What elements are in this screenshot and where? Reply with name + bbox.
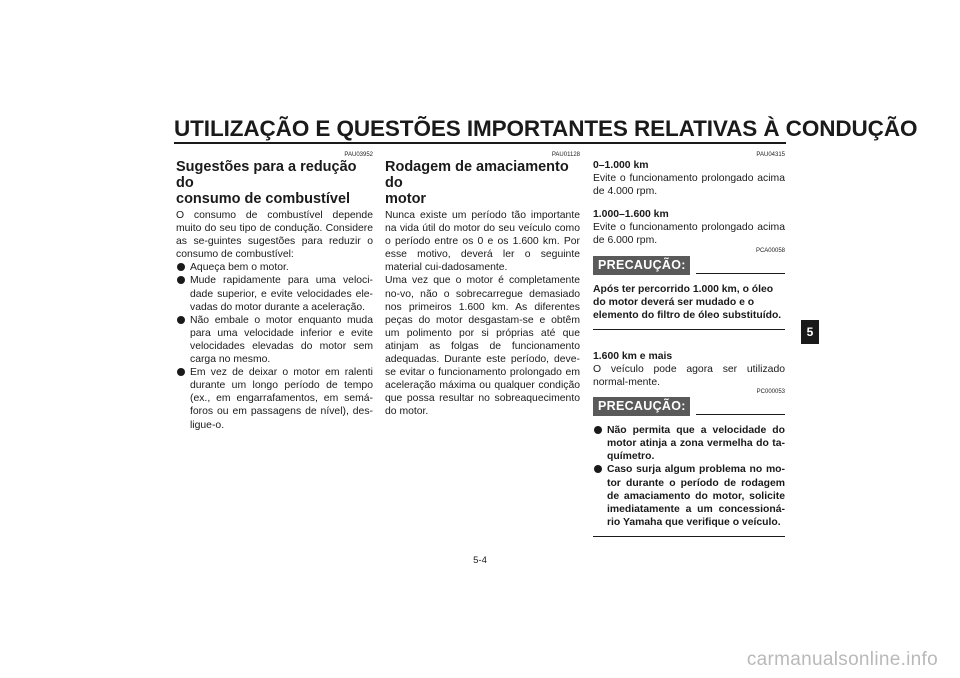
caution-list [593, 424, 785, 529]
range3-title: 1.600 km e mais [593, 350, 673, 362]
break-in-para1: Nunca existe um período tão importante na vida útil do motor do seu veículo como o período entre os 0 e os 1.600 km. Por esse motivo, deverá ler o seguinte material cui-dadosamente. [385, 210, 580, 274]
chapter-tab: 5 [801, 320, 819, 344]
range3-text: O veículo pode agora ser utilizado normal-mente. [593, 363, 785, 389]
range2-title: 1.000–1.600 km [593, 209, 669, 221]
bullet-icon [177, 276, 185, 284]
fuel-intro: O consumo de combustível depende muito do seu tipo de condução. Considere as se-guintes sugestões para reduzir o consumo de combustível: [176, 210, 373, 261]
section-title-line1: Rodagem de amaciamento do [385, 159, 569, 191]
caution-label: PRECAUÇÃO: [593, 397, 690, 416]
column-break-in [385, 152, 580, 419]
caution-rule [696, 414, 785, 415]
section-code: PAU03952 [344, 152, 373, 158]
section-title-line2: consumo de combustível [176, 191, 351, 207]
column-fuel-saving [176, 152, 373, 432]
bullet-icon [594, 426, 602, 434]
list-item-text: Mude rapidamente para uma veloci-dade superior, e evite velocidades ele-vadas do motor durante a aceleração. [190, 275, 373, 313]
section-title-line1: Sugestões para a redução do [176, 159, 357, 191]
list-item [190, 366, 373, 431]
list-item [190, 261, 373, 274]
caution-code: PCA00058 [755, 247, 785, 254]
header-rule [174, 142, 786, 144]
caution-code: PC000053 [756, 389, 785, 396]
range2-text: Evite o funcionamento prolongado acima de 6.000 rpm. [593, 222, 785, 247]
section-title-break-in [385, 159, 580, 207]
caution-text: Após ter percorrido 1.000 km, o óleo do motor deverá ser mudado e o elemento do filtro de óleo substituído. [593, 283, 782, 321]
break-in-para2: Uma vez que o motor é completamente no-vo, não o sobrecarregue demasiado nos primeiros 1.600 km. As diferentes peças do motor desgastam-se e obtêm um polimento por si próprias até que atinjam as folgas de funcionamento adequadas. Durante este período, deve-se evitar o funcionamento prolongado em aceleração máxima ou qualquer condição que possa resultar no sobreaquecimento do motor. [385, 275, 580, 418]
list-item-text: Em vez de deixar o motor em ralenti durante um longo período de tempo (ex., em engarrafamentos, em semá-foros ou em passagens de nível), des-ligue-o. [190, 367, 373, 431]
bullet-icon [594, 465, 602, 473]
list-item-text: Caso surja algum problema no mo-tor durante o período de rodagem de amaciamento do motor, solicite imediatamente a um concessioná-rio Yamaha que verifique o veículo. [607, 464, 785, 528]
caution-rule [696, 273, 785, 274]
range1-text: Evite o funcionamento prolongado acima de 4.000 rpm. [593, 173, 785, 198]
list-item-text: Não permita que a velocidade do motor atinja a zona vermelha do ta-químetro. [607, 425, 785, 463]
list-item-text: Aqueça bem o motor. [190, 262, 289, 274]
list-item [190, 274, 373, 313]
caution-end-rule [593, 536, 785, 537]
caution-header [593, 256, 785, 275]
list-item [607, 424, 785, 463]
range1-title: 0–1.000 km [593, 160, 649, 171]
bullet-icon [177, 368, 185, 376]
caution-header [593, 397, 785, 416]
list-item [190, 314, 373, 366]
section-title-fuel [176, 159, 373, 207]
caution-body [593, 424, 785, 529]
column-break-in-ranges [593, 152, 785, 537]
page-number: 5-4 [473, 555, 487, 566]
page-title: UTILIZAÇÃO E QUESTÕES IMPORTANTES RELATIVAS À CONDUÇÃO [174, 116, 918, 141]
fuel-tips-list [176, 261, 373, 431]
section-code: PAU01128 [551, 152, 580, 158]
caution-label: PRECAUÇÃO: [593, 256, 690, 275]
list-item-text: Não embale o motor enquanto muda para uma velocidade inferior e evite velocidades elevadas do motor sem carga no mesmo. [190, 314, 373, 366]
watermark: carmanualsonline.info [746, 649, 938, 670]
list-item [607, 463, 785, 528]
section-code: PAU04315 [756, 152, 785, 158]
bullet-icon [177, 263, 185, 271]
section-title-line2: motor [385, 191, 427, 207]
bullet-icon [177, 316, 185, 324]
